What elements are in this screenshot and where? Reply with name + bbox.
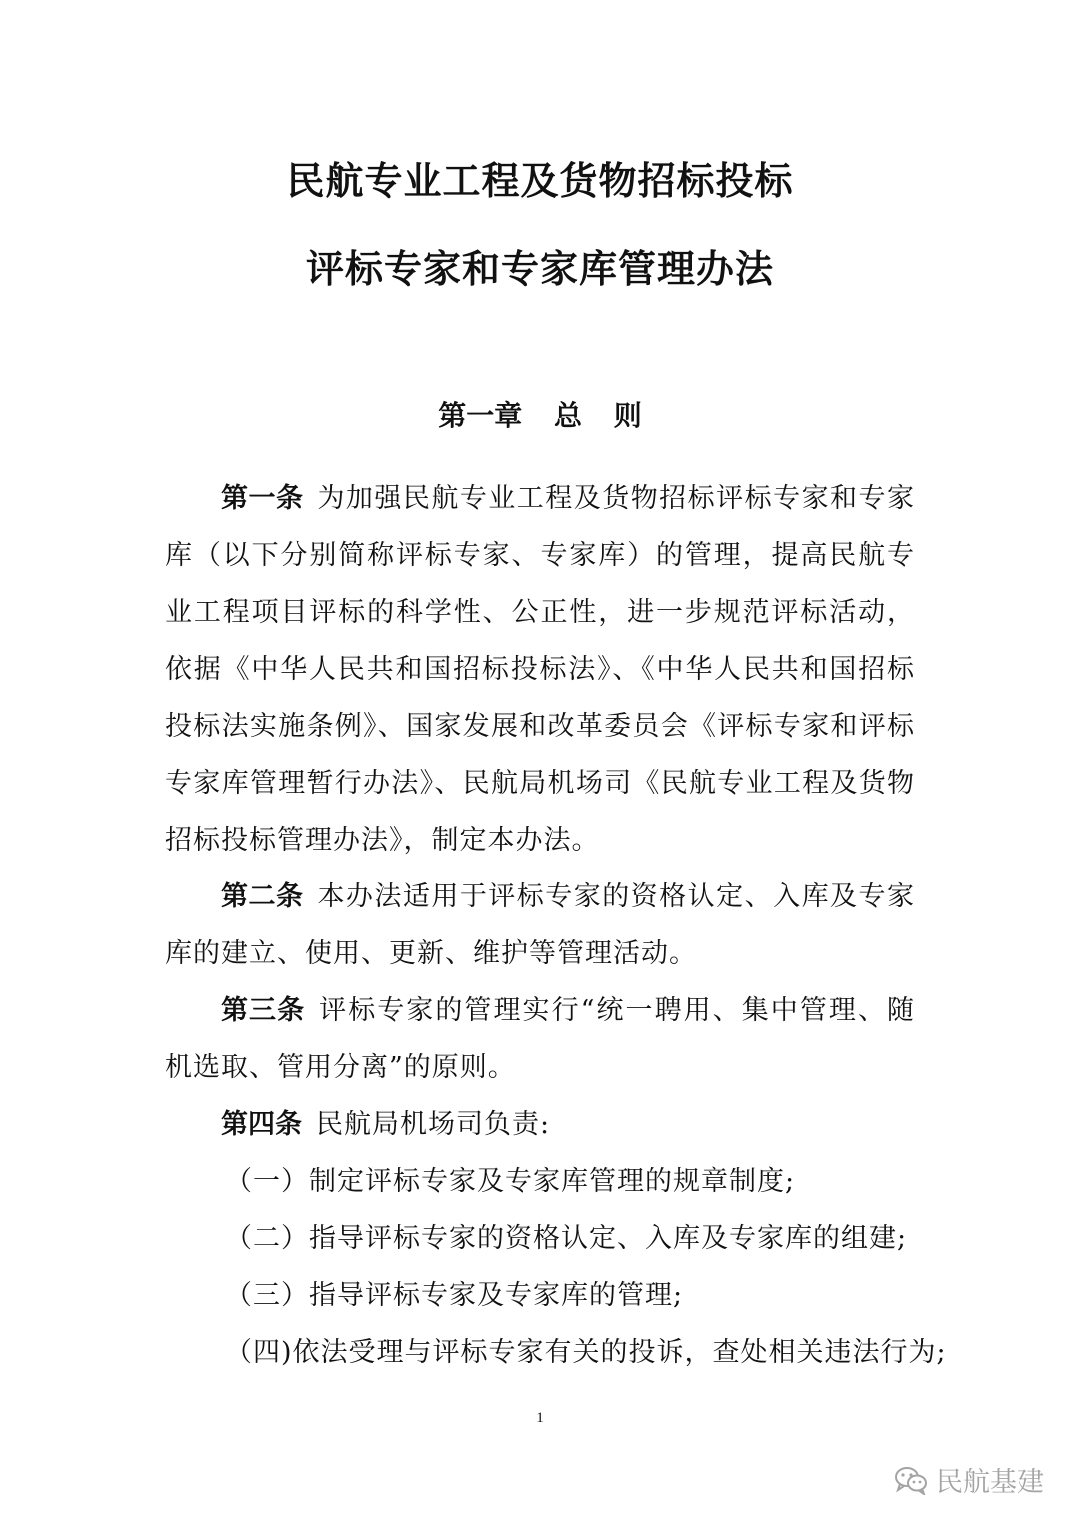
document-title-line-2: 评标专家和专家库管理办法 — [305, 247, 774, 291]
list-item: （一）制定评标专家及专家库管理的规章制度; — [225, 1166, 796, 1197]
document-title-line-1: 民航专业工程及货物招标投标 — [286, 159, 794, 203]
article-1 — [165, 470, 915, 869]
article-4 — [165, 1096, 915, 1153]
list-item: （三）指导评标专家及专家库的管理; — [225, 1280, 684, 1311]
article-label: 第四条 — [221, 1109, 302, 1140]
article-text: 本办法适用于评标专家的资格认定、入库及专家库的建立、使用、更新、维护等管理活动。 — [165, 881, 916, 969]
list-item: （四)依法受理与评标专家有关的投诉，查处相关违法行为; — [225, 1337, 947, 1368]
chapter-heading: 第一章 总 则 — [438, 399, 642, 432]
wechat-icon — [894, 1465, 928, 1495]
article-3 — [165, 982, 915, 1096]
article-text: 为加强民航专业工程及货物招标评标专家和专家库（以下分别简称评标专家、专家库）的管理，提高民航专业工程项目评标的科学性、公正性，进一步规范评标活动，依据《中华人民共和国招标投标法》、《中华人民共和国招标投标法实施条例》、国家发展和改革委员会《评标专家和评标专家库管理暂行办法》、民航局机场司《民航专业工程及货物招标投标管理办法》，制定本办法。 — [165, 483, 916, 856]
page-number: 1 — [536, 1410, 544, 1426]
article-2 — [165, 868, 915, 982]
watermark — [894, 1460, 1044, 1499]
article-label: 第二条 — [221, 881, 304, 912]
article-label: 第三条 — [221, 995, 306, 1026]
article-text: 民航局机场司负责: — [316, 1109, 551, 1140]
list-item: （二）指导评标专家的资格认定、入库及专家库的组建; — [225, 1223, 908, 1254]
watermark-text: 民航基建 — [936, 1467, 1044, 1498]
article-label: 第一条 — [221, 483, 304, 514]
article-text: 评标专家的管理实行“统一聘用、集中管理、随机选取、管用分离”的原则。 — [165, 995, 915, 1083]
